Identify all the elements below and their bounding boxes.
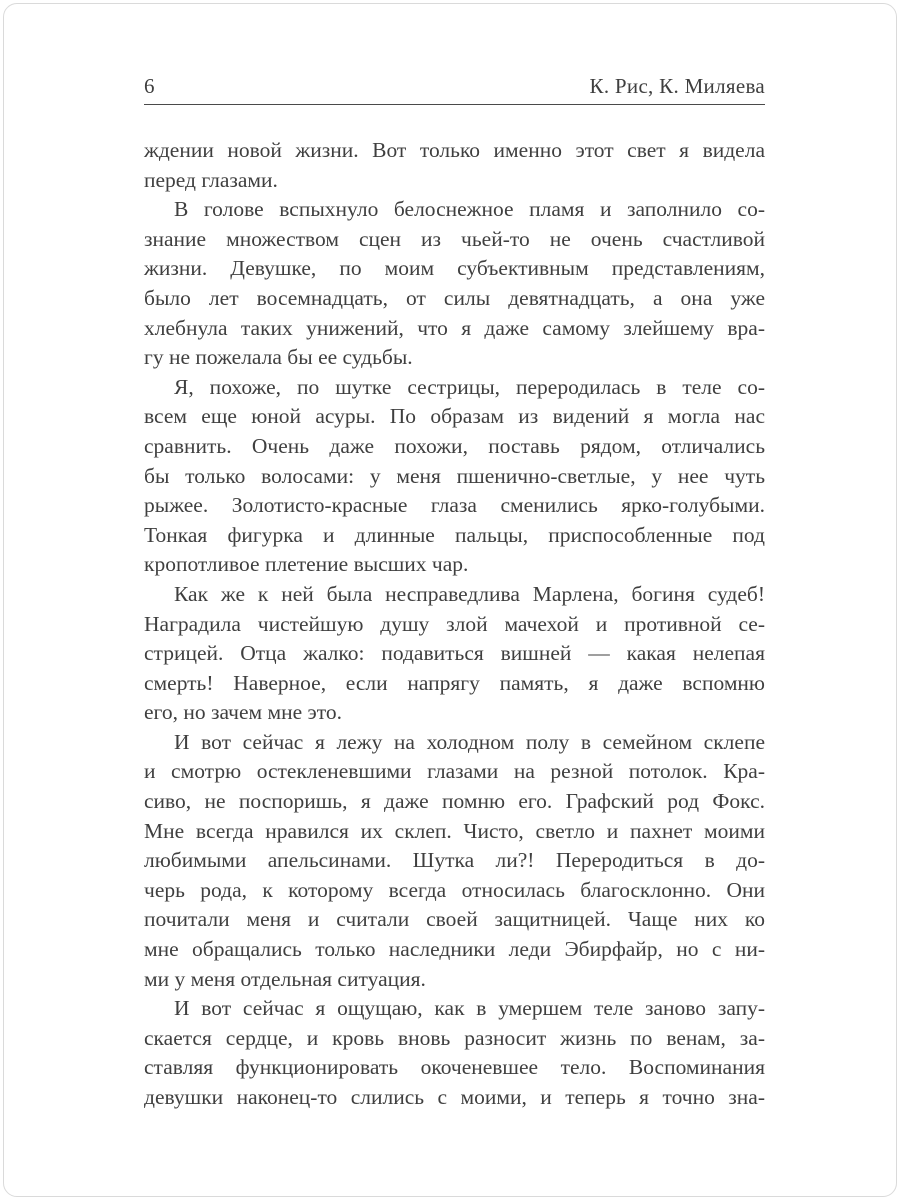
text-line: гу не пожелала бы ее судьбы.	[144, 345, 413, 370]
text-line: Я, похоже, по шутке сестрицы, переродилась в теле со-	[174, 374, 765, 399]
text-line: и смотрю остекленевшими глазами на резной потолок. Кра-	[144, 759, 765, 784]
text-line: жизни. Девушке, по моим субъективным представлениям,	[144, 256, 765, 281]
text-line: сиво, не поспоришь, я даже помню его. Графский род Фокс.	[144, 789, 765, 814]
text-line: перед глазами.	[144, 167, 278, 192]
body-text	[144, 136, 765, 1113]
running-title-authors: К. Рис, К. Миляева	[589, 74, 765, 98]
text-line: сравнить. Очень даже похожи, поставь рядом, отличались	[144, 433, 765, 458]
paragraph	[144, 136, 765, 195]
text-line: девушки наконец-то слились с моими, и теперь я точно зна-	[144, 1085, 765, 1109]
text-line: было лет восемнадцать, от силы девятнадцать, а она уже	[144, 285, 765, 310]
paragraph	[144, 373, 765, 580]
text-line: И вот сейчас я лежу на холодном полу в семейном склепе	[174, 729, 765, 754]
text-line: ми у меня отдельная ситуация.	[144, 966, 426, 991]
text-line: смерть! Наверное, если напрягу память, я даже вспомню	[144, 670, 765, 695]
text-line: И вот сейчас я ощущаю, как в умершем теле заново запу-	[174, 996, 765, 1021]
text-line: его, но зачем мне это.	[144, 700, 342, 725]
text-line: Мне всегда нравился их склеп. Чисто, светло и пахнет моими	[144, 818, 765, 843]
text-line: бы только волосами: у меня пшенично-светлые, у нее чуть	[144, 463, 765, 488]
book-page	[3, 3, 897, 1197]
paragraph	[144, 728, 765, 994]
text-line: В голове вспыхнуло белоснежное пламя и заполнило со-	[174, 197, 765, 222]
paragraph	[144, 195, 765, 373]
text-line: Тонкая фигурка и длинные пальцы, приспособленные под	[144, 522, 765, 547]
paragraph	[144, 994, 765, 1112]
text-line: ставляя функционировать окоченевшее тело. Воспоминания	[144, 1055, 765, 1080]
text-line: мне обращались только наследники леди Эбирфайр, но с ни-	[144, 937, 765, 962]
text-line: черь рода, к которому всегда относилась благосклонно. Они	[144, 877, 765, 902]
text-line: всем еще юной асуры. По образам из видений я могла нас	[144, 404, 765, 429]
text-line: хлебнула таких унижений, что я даже самому злейшему вра-	[144, 315, 765, 340]
text-line: знание множеством сцен из чьей-то не очень счастливой	[144, 226, 765, 251]
text-line: ждении новой жизни. Вот только именно этот свет я видела	[144, 138, 765, 162]
header-rule	[144, 104, 765, 105]
text-line: стрицей. Отца жалко: подавиться вишней — какая нелепая	[144, 641, 765, 666]
text-line: Как же к ней была несправедлива Марлена, богиня судеб!	[174, 581, 765, 606]
text-line: почитали меня и считали своей защитницей. Чаще них ко	[144, 907, 765, 932]
text-line: рыжее. Золотисто-красные глаза сменились ярко-голубыми.	[144, 493, 765, 518]
text-line: Наградила чистейшую душу злой мачехой и противной се-	[144, 611, 765, 636]
text-line: скается сердце, и кровь вновь разносит жизнь по венам, за-	[144, 1025, 765, 1050]
page-header	[144, 74, 765, 99]
paragraph	[144, 580, 765, 728]
text-line: любимыми апельсинами. Шутка ли?! Переродиться в до-	[144, 848, 765, 873]
page-number: 6	[144, 74, 155, 98]
text-line: кропотливое плетение высших чар.	[144, 552, 469, 577]
